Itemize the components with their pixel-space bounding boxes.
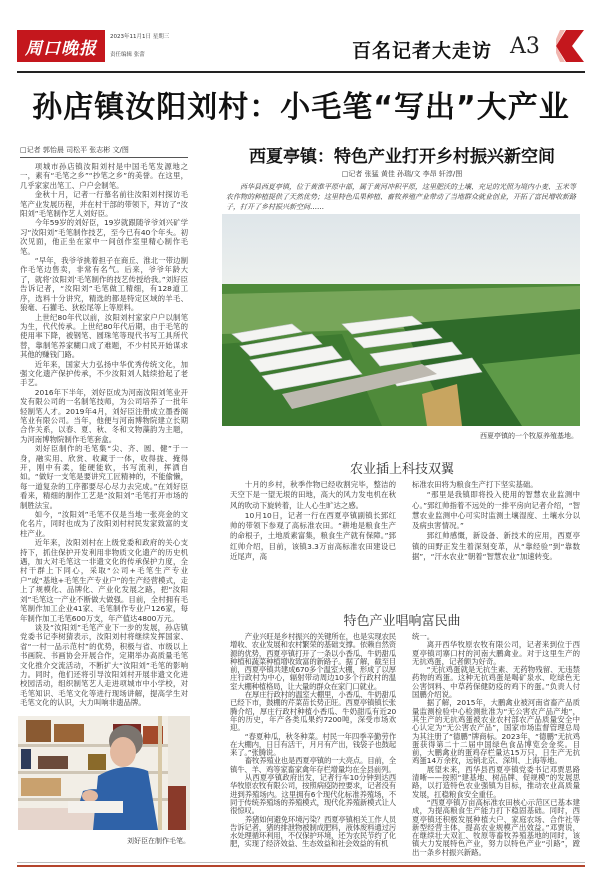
paragraph: “西夏亭镇万亩高标准农田核心示范区已基本建成，为提高粮食生产能力打下稳固基础。同时，西夏亭镇还积极发展种植大户、家庭农场、合作社等新型经营主体，提高农业规模产出效益。”邓贾说，在继续壮大双汇、牧原等畜牧养殖基地的同时，该镇大力发展特色产业，努力以特色产业“引路”，蹚出一条乡村振兴新路。 [412,797,580,857]
left-byline: □记者 郭怡晨 司松平 张志彬 文/图 [20,145,188,158]
tech-column-1 [230,480,396,562]
paragraph: “早年，我爷爷挑着担子在商丘、淮北一带边制作毛笔边售卖，非常有名气。后来，爷爷年龄大了，就将‘汝阳刘’毛笔制作的技艺传授给我。”刘好臣告诉记者，“汝阳刘”毛笔做工精细，有128道工序，选料十分讲究，精选的都是特定区域的羊毛、狼毫、石獾毛、狄松尾等上等原料。 [20,256,188,313]
subheading-tech: 农业插上科技双翼 [349,462,454,477]
paragraph: “春夏种瓜，秋冬种菜。村民一年四季辛勤劳作在大棚内，日日有活干，月月有产出，钱袋子也鼓起来了。”张腾说。 [230,731,396,758]
header-rule [17,71,585,73]
paragraph: 标准农田将为粮食生产打下坚实基础。 [412,480,538,489]
paragraph: “那里是我镇即将投入使用的智慧农业监测中心。”郅红帅指着不远处的一排平房向记者介绍，“智慧农业监测中心可实时监测土壤湿度、土壤水分以及病虫害情况。” [412,490,580,531]
subheading-industry: 特色产业唱响富民曲 [343,614,461,629]
paragraph: 2016年下半年，刘好臣成为河南汝阳刘笔业开发有限公司的一名制笔技师，为公司培养了一批年轻制笔人才。2019年4月，刘好臣注册成立墨香阁笔业有限公司。当年，他便与河南博物院建立长期合作关系，以春、夏、秋、冬和文物藻韵为主题，为河南博物院制作毛笔套盒。 [20,387,188,444]
brush-maker-photo [18,716,190,830]
issue-date: 2023年11月1日 星期三 [110,34,170,40]
paragraph: 近年来，国家大力弘扬中华优秀传统文化，加强文化遗产保护传承，不少汝阳刘人陆续拾起了老手艺。 [20,359,188,388]
paragraph: 养猪如何避免环境污染？西夏亭镇相关工作人员告诉记者，猪的排泄物被制成肥料，液体废料通过污水处理循环利用，不仅保护环境，还为农民节约了化肥，实现了经济效益、生态效益和社会效益的有机 [230,814,396,849]
tech-column-2 [412,480,580,562]
paragraph: 金秋十月，记者一行慕名前往汝阳刘村探访毛笔产业发展历程，并在村干部的带领下，拜访了“汝阳刘”毛笔制作艺人刘好臣。 [20,190,188,219]
right-headline: 西夏亭镇：特色产业打开乡村振兴新空间 [249,147,555,167]
paragraph: 十月的乡村，秋季作物已经收割完毕，整洁的天空下是一望无垠的田地，高大的风力发电机在秋风的吹动下旋转着，让人心生旷达之感。 [230,480,396,510]
paragraph: 从西夏亭镇政府出发，记者行车10分钟到达西华牧原农牧有限公司，按照病疫防控要求，记者没有进到养殖场内。这里拥有6个现代化标准养殖场，不同于传统养殖场的养殖模式，现代化养殖新模式让人很惊叹。 [230,773,396,816]
paragraph: 10月10日，记者一行在西夏亭镇副镇长郅红帅的带领下参观了高标准农田。“耕地是粮食生产的命根子，土地质素富集，粮食生产就有保障。”郅红帅介绍，目前，该镇3.3万亩高标准农田建设已近尾声，高 [230,510,396,562]
paragraph: 项城市孙店镇汝阳刘村是中国毛笔发源地之一，素有“毛笔之乡”“抄笔之乡”的美誉。在这里，几乎家家出笔工、户户会制笔。 [20,162,188,190]
main-headline: 孙店镇汝阳刘村：小毛笔“写出”大产业 [32,90,570,125]
paragraph: 近年来，汝阳刘村在上级党委和政府的关心支持下，抓住保护开发利用非物质文化遗产的历史机遇，加大对毛笔这一非遗文化的传承保护力度，全村干群上下同心，采取“公司+毛笔生产专业户”或“基地+毛笔生产专业户”的生产经营模式，走上了规模化、品牌化、产业化发展之路，把“汝阳刘”毛笔这一产业不断做大做强。目前，全村拥有毛笔制作加工企业41家、毛笔制作专业户126家，每年制作加工毛笔600万支，年产值达4800万元。 [20,538,188,623]
paragraph: 统一。 [412,632,435,641]
left-photo-caption: 刘好臣在制作毛笔。 [127,837,190,845]
paragraph: 产业兴旺是乡村振兴的关键所在，也是实现农民增收、农业发展和农村繁荣的基础支撑。依赖自然资源的优势，西夏亭镇打开了一条以小香瓜、牛奶甜瓜种植和蔬菜种植增收致富的新路子。据了解，截至目前，西夏亭镇共建成670多个温室大棚，形成了以厚庄行政村为中心，辐射带动周边10多个行政村的温室大棚种植格局，让大量的群众在家门口就业。 [230,632,396,691]
paragraph: 在厚庄行政村的温室大棚里，小香瓜、牛奶甜瓜已经下市，鼓棚的芹菜苗长势正旺。西夏亭镇镇长张腾介绍，厚庄行政村种植小香瓜、牛奶甜瓜有近20年的历史，年产各类瓜果约7200吨，深受市场欢迎。 [230,690,396,733]
paragraph: 展望未来，西华县西夏亭镇党委书记邓贾思路清晰——按照“建基地、树品牌、促规模”的发展思路，以打造特色农业强镇为目标，推动农业高质量发展，扛稳粮食安全重任。 [412,764,580,799]
paragraph: 如今，“汝阳刘”毛笔不仅是当地一张亮金的文化名片，同时也成为了汝阳刘村村民发家致富的支柱产业。 [20,510,188,538]
right-byline: □记者 张猛 黄佳 孙瑞/文 李昂 轩淳/图 [341,170,463,178]
left-article-body [20,162,188,708]
industry-column-1 [230,633,396,849]
paragraph: 刘好臣制作的毛笔集“尖、齐、圆、健”于一身，融实用、欣赏、收藏于一体，收得拢、掩得开，刚中有柔，能硬能软，书写流利，挥洒自如。“做好一支笔是要讲究工匠精神的，不能偷懒，每一道复杂的工序都要尽心尽力去完成。”在刘好臣看来，精细的制作工艺是“汝阳刘”毛笔打开市场的制胜法宝。 [20,444,188,510]
section-title: 百名记者大走访 [352,40,493,62]
responsible-editor: 责任编辑 张蕾 [110,52,145,58]
paragraph: 据了解，2015年，大鹏禽业被河南省畜产品质量监测检验中心检测批准为“无公害农产品产地”，其生产的无抗鸡蛋被农业农村部农产品质量安全中心认定为“无公害农产品”，国家市场监督管理总局为其注册了“德鹏”牌商标。2023年，“德鹏”无抗鸡蛋获得第二十二届中国绿色食品博览会金奖。目前，大鹏禽业的蛋鸡存栏量达15万只，日生产无抗鸡蛋14万余枚，远销北京、深圳、上海等地。 [412,698,580,766]
footer-rule [17,862,585,863]
footer-rule-red [17,865,585,867]
right-intro: 西华县西夏亭镇，位于黄淮平原中部，属于黄河冲积平原，这里肥沃的土壤、充足的光照为境内小麦、玉米等农作物的种植提供了天然优势；这里特色瓜果种植、畜牧养殖产业带动了当地群众就业创业，开拓了富民增收新路子，打开了乡村振兴新空间…… [226,183,576,211]
industry-column-2 [412,633,580,857]
paragraph: 离开西华牧原农牧有限公司，记者来到位于西夏亭镇司寨口村的河南大鹏禽业。对于这里生产的无抗鸡蛋，记者颇为好奇。 [412,640,580,666]
paragraph: 今年59岁的刘好臣，19岁就跟随爷爷刘兴矿学习“汝阳刘”毛笔制作技艺，至今已有40个年头。初次见面，他正坐在家中一间创作室里精心制作毛笔。 [20,218,188,256]
paragraph: 上世纪80年代以前，汝阳刘村家家户户以制笔为生，代代传承。上世纪80年代后期，由于毛笔的使用率下降，被钢笔、圆珠笔等现代书写工具所代替，靠制笔养家糊口成了难题，不少村民开始谋求其他的赚钱门路。 [20,312,188,360]
page-number: A3 [510,34,540,59]
newspaper-logo: 周口晚报 [17,30,105,62]
farm-aerial-photo [222,214,580,426]
chevron-left-icon [556,30,584,62]
paragraph: 谈及“汝阳刘”毛笔产业下一步的发展，孙店镇党委书记李树猜表示，汝阳刘村将继续发挥国家、省“一村一品示范村”的优势，积极与省、市级以上书画院、书画协会开展合作，定期举办高质量毛笔文化推介交流活动，不断扩大“汝阳刘”毛笔的影响力。同时，他们还将引导汝阳刘村开展非遗文化进校园活动，组织制笔艺人走进项城市中小学校，对毛笔知识、毛笔文化等进行现场讲解，提高学生对毛笔文化的认识，大力叫响非遗品牌。 [20,622,188,708]
paragraph: 郅红帅感慨，新设备、新技术的应用，西夏亭镇的田野正发生着深刻变革，从“靠经验”到“靠数据”，“汗水农业”朝着“智慧农业”加速转变。 [412,531,580,562]
paragraph: 畜牧养殖业也是西夏亭镇的一大亮点。目前，全镇牛、羊、鸡等家畜家禽年存栏增量均在全县前列。 [230,756,396,774]
paragraph: “无抗鸡蛋就是无抗生素、无药物残留、无违禁药物的鸡蛋。这种无抗鸡蛋是喝矿泉水、吃绿色无公害饲料、中草药保健防疫的鸡下的蛋。”负责人付国鹏介绍说。 [412,665,580,700]
right-photo-caption: 西夏亭镇的一个牧原养殖基地。 [480,432,578,440]
